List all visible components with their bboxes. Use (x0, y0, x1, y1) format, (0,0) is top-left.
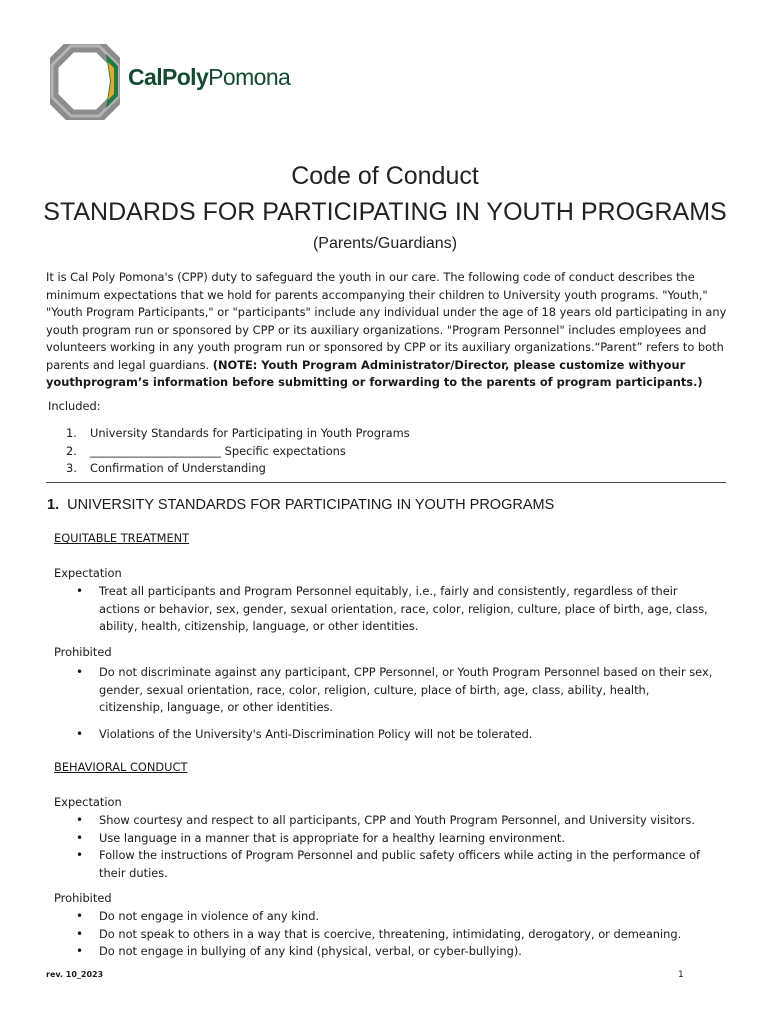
intro-paragraph (46, 269, 746, 392)
doc-subtitle: STANDARDS FOR PARTICIPATING IN YOUTH PROGRAMS (43, 198, 727, 226)
brand-calpoly: CalPoly (128, 64, 209, 90)
included-label: Included: (48, 399, 101, 413)
equitable-expectation-list (76, 583, 716, 636)
section-divider (46, 482, 726, 483)
list-item: • Show courtesy and respect to all participants, CPP and Youth Program Personnel, and University visitors. (76, 812, 716, 830)
page-number: 1 (678, 970, 684, 980)
list-item: • Do not engage in bullying of any kind (physical, verbal, or cyber-bullying). (76, 943, 716, 961)
list-item: • Follow the instructions of Program Personnel and public safety officers while acting in the performance of their duties. (76, 847, 716, 882)
list-item (66, 460, 410, 478)
doc-audience: (Parents/Guardians) (312, 235, 458, 252)
behavioral-expectation-label: Expectation (54, 795, 122, 809)
intro-text: It is Cal Poly Pomona's (CPP) duty to safeguard the youth in our care. The following code of conduct describes the minimum expectations that we hold for parents accompanying their children to University youth programs. "Youth," "Youth Program Participants," or "participants" include any individual under the age of 18 years old participating in any youth program run or sponsored by CPP or its auxiliary organizations. "Program Personnel" includes employees and volunteers working in any youth program run or sponsored by CPP or its auxiliary organizations.“Parent” refers to both parents and legal guardians. (46, 270, 727, 372)
list-item: • Violations of the University's Anti-Discrimination Policy will not be tolerated. (76, 726, 716, 744)
list-item-number: 2. (66, 443, 77, 458)
cpp-logo (50, 44, 310, 120)
list-item: • Treat all participants and Program Personnel equitably, i.e., fairly and consistently, regardless of their actions or behavior, sex, gender, sexual orientation, race, color, religion, culture, place of birth, age, class, ability, health, citizenship, language, or other identities. (76, 583, 716, 636)
included-list (66, 425, 410, 478)
list-item-text: _______________________ Specific expectations (90, 443, 346, 458)
intro-note: (NOTE: Youth Program Administrator/Director, please customize withyour youthprogram’s information before submitting or forwarding to the parents of program participants.) (46, 357, 703, 389)
equitable-prohibited-label: Prohibited (54, 645, 112, 659)
brand-pomona: Pomona (208, 64, 291, 90)
section-title: UNIVERSITY STANDARDS FOR PARTICIPATING IN YOUTH PROGRAMS (67, 497, 555, 513)
behavioral-conduct-heading: BEHAVIORAL CONDUCT (54, 760, 188, 774)
behavioral-expectation-list (76, 812, 716, 882)
list-item-number: 1. (66, 426, 77, 440)
list-item (66, 443, 410, 461)
list-item: • Do not engage in violence of any kind. (76, 908, 716, 926)
revision-label: rev. 10_2023 (46, 970, 104, 979)
equitable-prohibited-list (76, 664, 716, 743)
list-item (66, 425, 410, 443)
list-item-text: University Standards for Participating in Youth Programs (90, 426, 410, 440)
equitable-treatment-heading: EQUITABLE TREATMENT (54, 531, 190, 545)
behavioral-prohibited-label: Prohibited (54, 891, 112, 905)
equitable-expectation-label: Expectation (54, 566, 122, 580)
brand-wordmark (128, 64, 290, 91)
section-number: 1. (47, 497, 60, 513)
section-heading (47, 497, 554, 513)
list-item-text: Confirmation of Understanding (90, 461, 266, 475)
behavioral-prohibited-list (76, 908, 716, 961)
list-item-number: 3. (66, 461, 77, 475)
octagon-seal-icon (50, 44, 120, 120)
list-item: • Do not discriminate against any participant, CPP Personnel, or Youth Program Personnel based on their sex, gender, sexual orientation, race, color, religion, culture, place of birth, age, class, ability, health, citizenship, language, or other identities. (76, 664, 716, 717)
doc-title: Code of Conduct (291, 162, 479, 190)
list-item: • Use language in a manner that is appropriate for a healthy learning environment. (76, 830, 716, 848)
list-item: • Do not speak to others in a way that is coercive, threatening, intimidating, derogatory, or demeaning. (76, 926, 716, 944)
